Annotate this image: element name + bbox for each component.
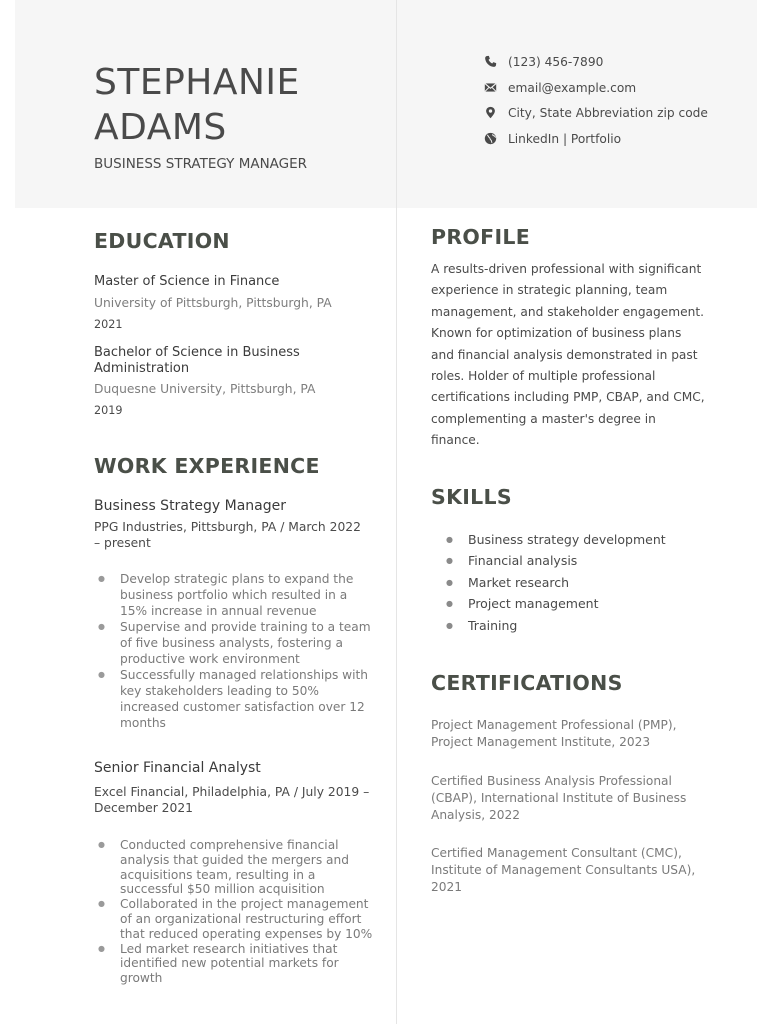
list-item: ● Supervise and provide training to a team of five business analysts, fostering a productive work environment [94,619,374,667]
list-item: ● Training [431,615,731,636]
job-role: Business Strategy Manager [94,498,286,514]
job-title: BUSINESS STRATEGY MANAGER [94,156,308,172]
certifications-heading: CERTIFICATIONS [431,671,623,695]
job-role: Senior Financial Analyst [94,760,261,776]
phone-icon [484,55,498,69]
column-divider [396,0,397,1024]
contact-location [484,104,708,122]
contact-phone [484,53,603,71]
email-icon [484,81,498,95]
list-item: ● Successfully managed relationships with key stakeholders leading to 50% increased customer satisfaction over 12 months [94,667,374,731]
list-item: ● Business strategy development [431,529,731,550]
job-bullets [94,571,374,731]
education-degree: Master of Science in Finance [94,274,280,289]
profile-summary: A results-driven professional with significant experience in strategic planning, team management, and stakeholder engagement. Known for optimization of business plans and financial analysis demonstrated in past roles. Holder of multiple professional certifications including PMP, CBAP, and CMC, complementing a master's degree in finance. [431,262,705,448]
list-item: ● Develop strategic plans to expand the business portfolio which resulted in a 15% increase in annual revenue [94,571,374,619]
location-text: City, State Abbreviation zip code [508,106,708,120]
education-degree: Bachelor of Science in Business Administration [94,345,300,376]
contact-links [484,130,621,148]
education-year: 2021 [94,318,123,331]
list-item: ● Led market research initiatives that identified new potential markets for growth [94,942,374,986]
list-item: ● Project management [431,593,731,614]
education-year: 2019 [94,404,123,417]
email-text[interactable]: email@example.com [508,81,637,95]
list-item: ● Conducted comprehensive financial analysis that guided the mergers and acquisitions team, resulting in a successful $50 million acquisition [94,838,374,897]
profile-heading: PROFILE [431,225,531,249]
contact-email [484,79,636,97]
links-text[interactable]: LinkedIn | Portfolio [508,132,622,146]
list-item: ● Financial analysis [431,550,731,571]
education-heading: EDUCATION [94,229,230,253]
certification-item: Certified Management Consultant (CMC), Institute of Management Consultants USA), 2021 [431,846,696,894]
candidate-name [94,60,384,150]
certification-item: Certified Business Analysis Professional (CBAP), International Institute of Business Analysis, 2022 [431,774,687,822]
job-company: PPG Industries, Pittsburgh, PA / March 2022 – present [94,520,361,550]
first-name: STEPHANIE [94,62,300,103]
skills-list [431,529,731,636]
list-item: ● Collaborated in the project management of an organizational restructuring effort that reduced operating expenses by 10% [94,897,374,941]
phone-text: (123) 456-7890 [508,55,604,69]
education-school: Duquesne University, Pittsburgh, PA [94,382,316,396]
last-name: ADAMS [94,107,227,148]
skills-heading: SKILLS [431,485,512,509]
location-pin-icon [484,106,498,120]
job-company: Excel Financial, Philadelphia, PA / July 2019 – December 2021 [94,785,370,815]
education-school: University of Pittsburgh, Pittsburgh, PA [94,296,332,310]
work-experience-heading: WORK EXPERIENCE [94,454,320,478]
certification-item: Project Management Professional (PMP), Project Management Institute, 2023 [431,718,677,749]
list-item: ● Market research [431,572,731,593]
job-bullets [94,838,374,986]
globe-icon [484,132,498,146]
